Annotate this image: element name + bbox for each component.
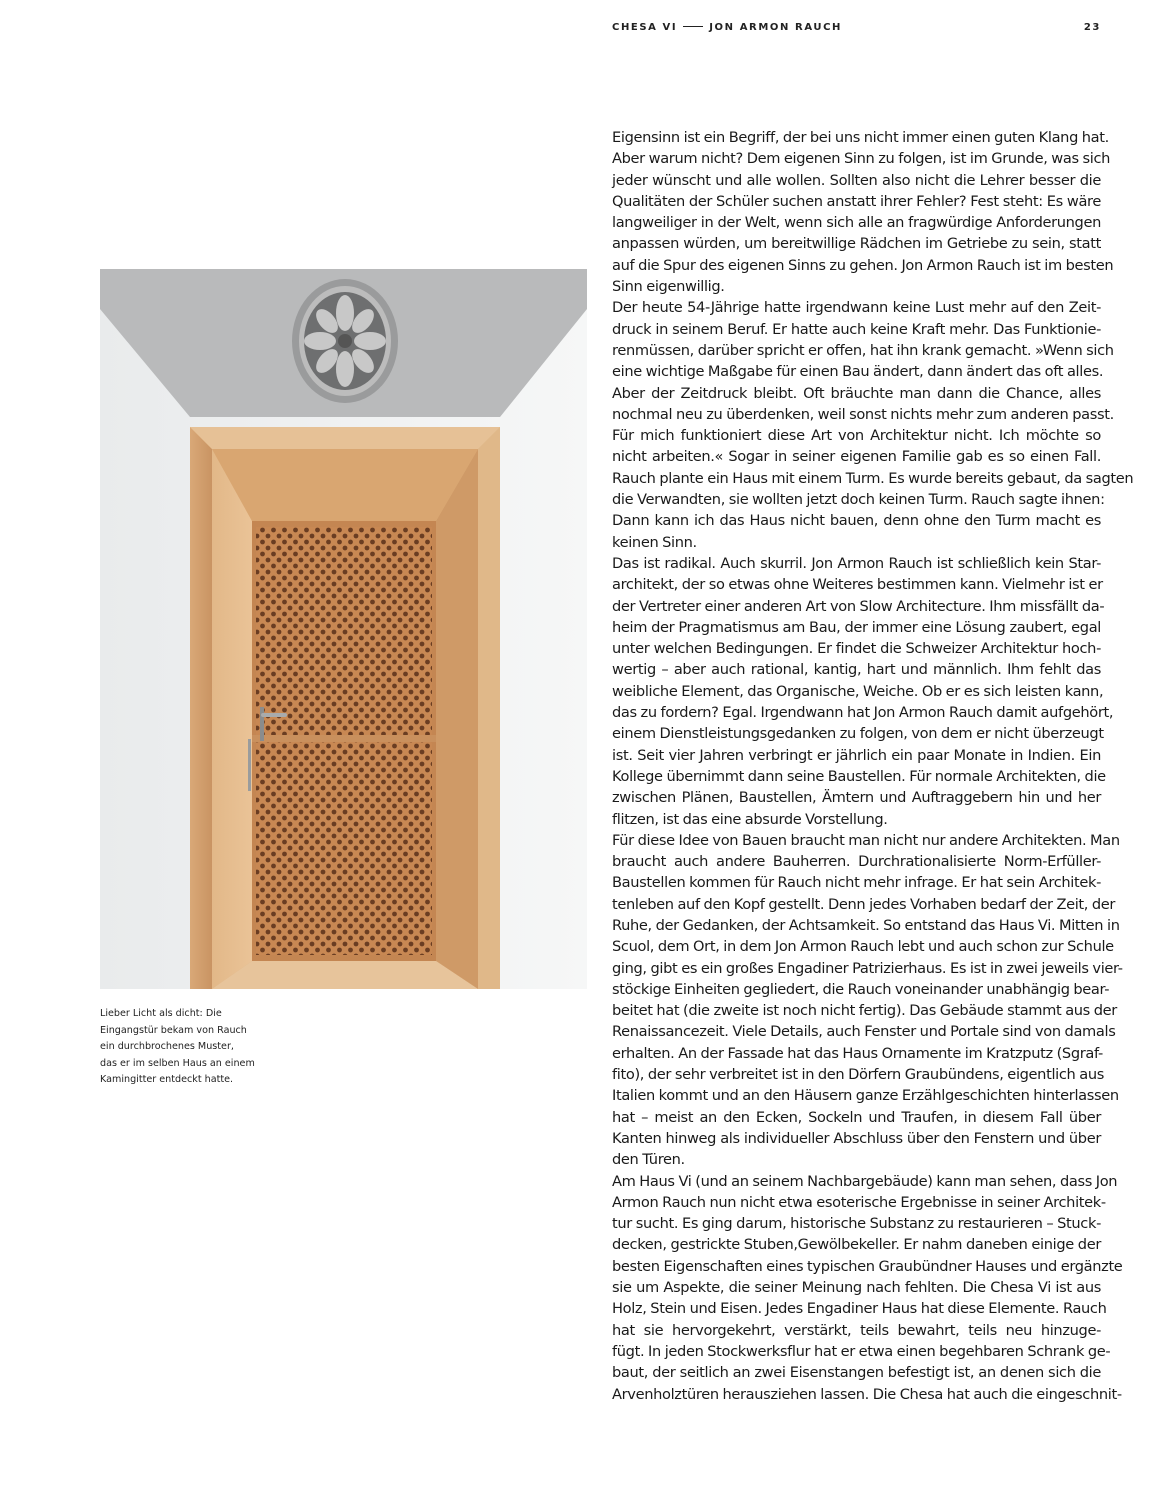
article-line: Arvenholztüren herausziehen lassen. Die Chesa hat auch die eingeschnit- xyxy=(612,1385,1122,1403)
article-line: braucht auch andere Bauherren. Durchrationalisierte Norm-Erfüller- xyxy=(612,853,1101,871)
article-line: Aber der Zeitdruck bleibt. Oft bräuchte man dann die Chance, alles xyxy=(612,384,1101,402)
article-line: nochmal neu zu überdenken, weil sonst nichts mehr zum anderen passt. xyxy=(612,405,1114,423)
article-line: Für mich funktioniert diese Art von Architektur nicht. Ich möchte so xyxy=(612,427,1101,445)
article-line: der Vertreter einer anderen Art von Slow Architecture. Ihm missfällt da- xyxy=(612,597,1105,615)
article-line: ging, gibt es ein großes Engadiner Patrizierhaus. Es ist in zwei jeweils vier- xyxy=(612,959,1123,977)
article-line: fito), der sehr verbreitet ist in den Dörfern Graubündens, eigentlich aus xyxy=(612,1066,1104,1084)
article-paragraph xyxy=(612,830,1123,1171)
article-line: decken, gestrickte Stuben,Gewölbekeller. Er nahm daneben einige der xyxy=(612,1236,1101,1254)
article-line: keinen Sinn. xyxy=(612,533,697,551)
caption-line: Eingangstür bekam von Rauch xyxy=(100,1024,247,1036)
article-line: unter welchen Bedingungen. Er findet die Schweizer Architektur hoch- xyxy=(612,640,1101,658)
article-line: druck in seinem Beruf. Er hatte auch keine Kraft mehr. Das Funktionie- xyxy=(612,320,1101,338)
article-line: Rauch plante ein Haus mit einem Turm. Es wurde bereits gebaut, da sagten xyxy=(612,469,1134,487)
article-line: eine wichtige Maßgabe für einen Bau ändert, dann ändert das oft alles. xyxy=(612,363,1104,381)
caption-line: ein durchbrochenes Muster, xyxy=(100,1041,234,1052)
article-line: einem Dienstleistungsgedanken zu folgen, von dem er nicht überzeugt xyxy=(612,725,1104,743)
photo-caption xyxy=(100,1006,275,1089)
caption-line: Kamingitter entdeckt hatte. xyxy=(100,1074,234,1085)
article-line: Renaissancezeit. Viele Details, auch Fenster und Portale sind von damals xyxy=(612,1023,1116,1041)
article-line: fügt. In jeden Stockwerksflur hat er etwa einen begehbaren Schrank ge- xyxy=(612,1342,1111,1360)
article-line: zwischen Plänen, Baustellen, Ämtern und Auftraggebern hin und her xyxy=(612,789,1101,807)
article-line: nicht arbeiten.« Sogar in seiner eigenen Familie gab es so einen Fall. xyxy=(612,448,1101,466)
article-line: anpassen würden, um bereitwillige Rädchen im Getriebe zu sein, statt xyxy=(612,235,1101,253)
article-line: stöckige Einheiten gegliedert, die Rauch voneinander unabhängig bear- xyxy=(612,980,1110,998)
article-line: auf die Spur des eigenen Sinns zu gehen. Jon Armon Rauch ist im besten xyxy=(612,256,1114,274)
section-title: CHESA VI xyxy=(612,22,678,33)
article-line: weibliche Element, das Organische, Weiche. Ob er es sich leisten kann, xyxy=(612,682,1104,700)
article-line: Scuol, dem Ort, in dem Jon Armon Rauch lebt und auch schon zur Schule xyxy=(612,938,1114,956)
door-handle-escutcheon xyxy=(260,707,264,741)
article-line: Eigensinn ist ein Begriff, der bei uns nicht immer einen guten Klang hat. xyxy=(612,129,1109,146)
article-line: jeder wünscht und alle wollen. Sollten also nicht die Lehrer besser die xyxy=(612,171,1101,189)
article-line: Armon Rauch nun nicht etwa esoterische Ergebnisse in seiner Architek- xyxy=(612,1193,1106,1211)
article-line: tur sucht. Es ging darum, historische Substanz zu restaurieren – Stuck- xyxy=(612,1215,1101,1233)
article-line: ist. Seit vier Jahren verbringt er jährlich ein paar Monate in Indien. Ein xyxy=(612,746,1101,764)
door-illustration xyxy=(100,269,587,989)
article-line: Für diese Idee von Bauen braucht man nicht nur andere Architekten. Man xyxy=(612,831,1120,849)
title-separator xyxy=(683,26,703,27)
article-line: das zu fordern? Egal. Irgendwann hat Jon Armon Rauch damit aufgehört, xyxy=(612,704,1114,722)
article-line: Ruhe, der Gedanken, der Achtsamkeit. So entstand das Haus Vi. Mitten in xyxy=(612,916,1120,934)
article-line: beitet hat (die zweite ist noch nicht fertig). Das Gebäude stammt aus der xyxy=(612,1002,1117,1020)
article-line: Das ist radikal. Auch skurril. Jon Armon Rauch ist schließlich kein Star- xyxy=(612,554,1101,572)
caption-line: das er im selben Haus an einem xyxy=(100,1057,255,1069)
article-line: Kollege übernimmt dann seine Baustellen. Für normale Architekten, die xyxy=(612,767,1106,785)
article-line: renmüssen, darüber spricht er offen, hat ihn krank gemacht. »Wenn sich xyxy=(612,341,1114,359)
article-line: den Türen. xyxy=(612,1151,685,1169)
article-line: Holz, Stein und Eisen. Jedes Engadiner Haus hat diese Elemente. Rauch xyxy=(612,1300,1107,1318)
article-line: heim der Pragmatismus am Bau, der immer eine Lösung zaubert, egal xyxy=(612,618,1101,636)
article-paragraph xyxy=(612,127,1114,297)
article-line: Der heute 54-Jährige hatte irgendwann keine Lust mehr auf den Zeit- xyxy=(612,299,1101,317)
article-paragraph xyxy=(612,1171,1123,1405)
article-line: hat – meist an den Ecken, Sockeln und Traufen, in diesem Fall über xyxy=(612,1108,1101,1126)
medallion xyxy=(292,279,398,403)
running-head-title xyxy=(612,22,842,33)
article-body xyxy=(612,127,1134,1405)
article-line: Kanten hinweg als individueller Abschluss über den Fenstern und über xyxy=(612,1129,1101,1147)
article-line: besten Eigenschaften eines typischen Graubündner Hauses und ergänzte xyxy=(612,1257,1123,1275)
article-paragraph xyxy=(612,553,1114,830)
article-line: tenleben auf den Kopf gestellt. Denn jedes Vorhaben bedarf der Zeit, der xyxy=(612,895,1116,913)
author-name: JON ARMON RAUCH xyxy=(709,22,843,33)
article-line: architekt, der so etwas ohne Weiteres bestimmen kann. Vielmehr ist er xyxy=(612,576,1103,594)
article-line: hat sie hervorgekehrt, verstärkt, teils bewahrt, teils neu hinzuge- xyxy=(612,1321,1101,1339)
article-line: baut, der seitlich an zwei Eisenstangen befestigt ist, an denen sich die xyxy=(612,1364,1101,1382)
door-photo xyxy=(100,269,587,989)
article-line: Aber warum nicht? Dem eigenen Sinn zu folgen, ist im Grunde, was sich xyxy=(612,150,1111,168)
article-line: wertig – aber auch rational, kantig, hart und männlich. Ihm fehlt das xyxy=(612,661,1101,679)
article-line: erhalten. An der Fassade hat das Haus Ornamente im Kratzputz (Sgraf- xyxy=(612,1044,1103,1062)
article-line: Baustellen kommen für Rauch nicht mehr infrage. Er hat sein Architek- xyxy=(612,874,1101,892)
article-paragraph xyxy=(612,297,1134,553)
article-line: sie um Aspekte, die seiner Meinung nach fehlten. Die Chesa Vi ist aus xyxy=(612,1279,1101,1297)
article-line: die Verwandten, sie wollten jetzt doch keinen Turm. Rauch sagte ihnen: xyxy=(612,491,1105,509)
caption-line: Lieber Licht als dicht: Die xyxy=(100,1008,222,1019)
article-line: Italien kommt und an den Häusern ganze Erzählgeschichten hinterlassen xyxy=(612,1087,1119,1105)
article-line: Qualitäten der Schüler suchen anstatt ihrer Fehler? Fest steht: Es wäre xyxy=(612,192,1101,210)
article-line: langweiliger in der Welt, wenn sich alle an fragwürdige Anforderungen xyxy=(612,214,1101,232)
page-number: 23 xyxy=(1083,22,1101,33)
article-line: flitzen, ist das eine absurde Vorstellung. xyxy=(612,810,888,828)
article-line: Dann kann ich das Haus nicht bauen, denn ohne den Turm macht es xyxy=(612,512,1101,530)
door-handle xyxy=(261,713,287,717)
article-line: Sinn eigenwillig. xyxy=(612,278,725,296)
running-head xyxy=(612,22,1101,36)
article-line: Am Haus Vi (und an seinem Nachbargebäude) kann man sehen, dass Jon xyxy=(612,1172,1118,1190)
